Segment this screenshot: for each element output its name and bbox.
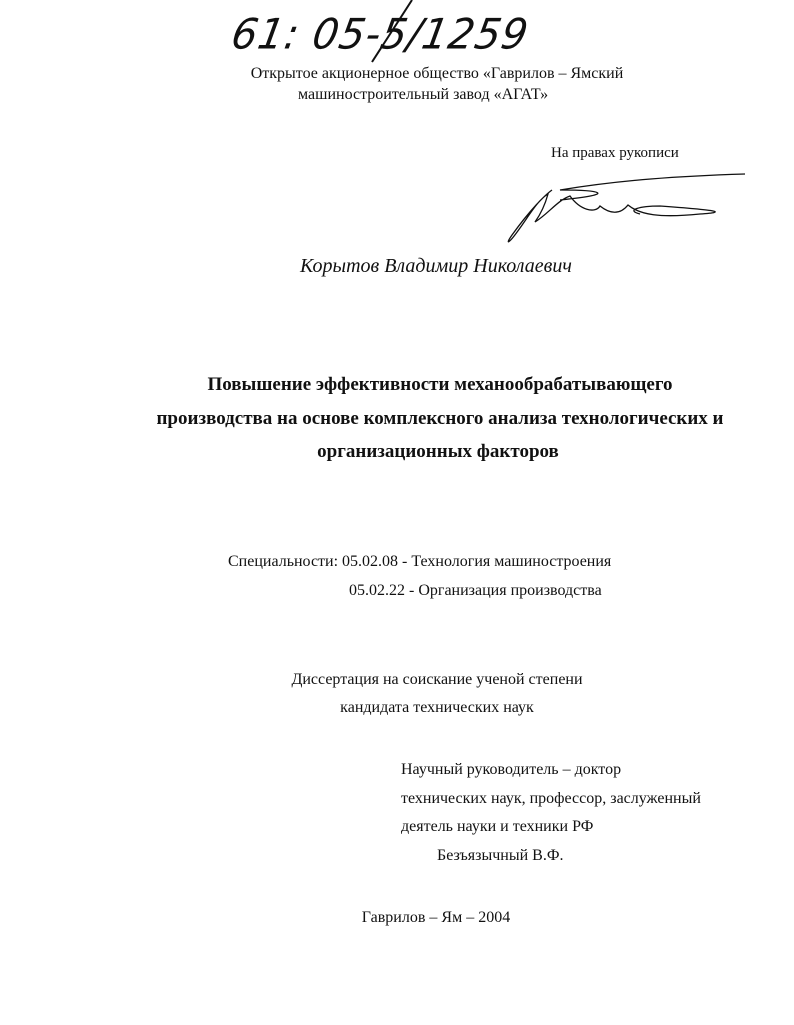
degree-line-1: Диссертация на соискание ученой степени <box>291 671 583 688</box>
organization-line-2: машиностроительный завод «АГАТ» <box>298 86 549 103</box>
title-line-3: организационных факторов <box>317 441 559 462</box>
author-name: Корытов Владимир Николаевич <box>300 255 572 277</box>
supervisor-line-2: технических наук, профессор, заслуженный <box>401 790 701 807</box>
place-year: Гаврилов – Ям – 2004 <box>361 909 511 926</box>
degree-line-2: кандидата технических наук <box>340 699 534 716</box>
title-line-2: производства на основе комплексного анализа технологических и <box>156 408 724 429</box>
signature-image <box>0 0 794 260</box>
title-line-1: Повышение эффективности механообрабатывающего <box>207 374 673 395</box>
supervisor-line-3: деятель науки и техники РФ <box>401 818 594 835</box>
organization-line-1: Открытое акционерное общество «Гаврилов – Ямский <box>250 65 624 82</box>
specialty-line-2: 05.02.22 - Организация производства <box>349 582 602 599</box>
supervisor-name: Безъязычный В.Ф. <box>437 847 564 864</box>
manuscript-note: На правах рукописи <box>551 145 679 161</box>
specialty-line-1: Специальности: 05.02.08 - Технология машиностроения <box>228 553 612 570</box>
archive-number-handwritten: 61: 05-5/1259 <box>227 10 533 60</box>
supervisor-line-1: Научный руководитель – доктор <box>401 761 622 778</box>
